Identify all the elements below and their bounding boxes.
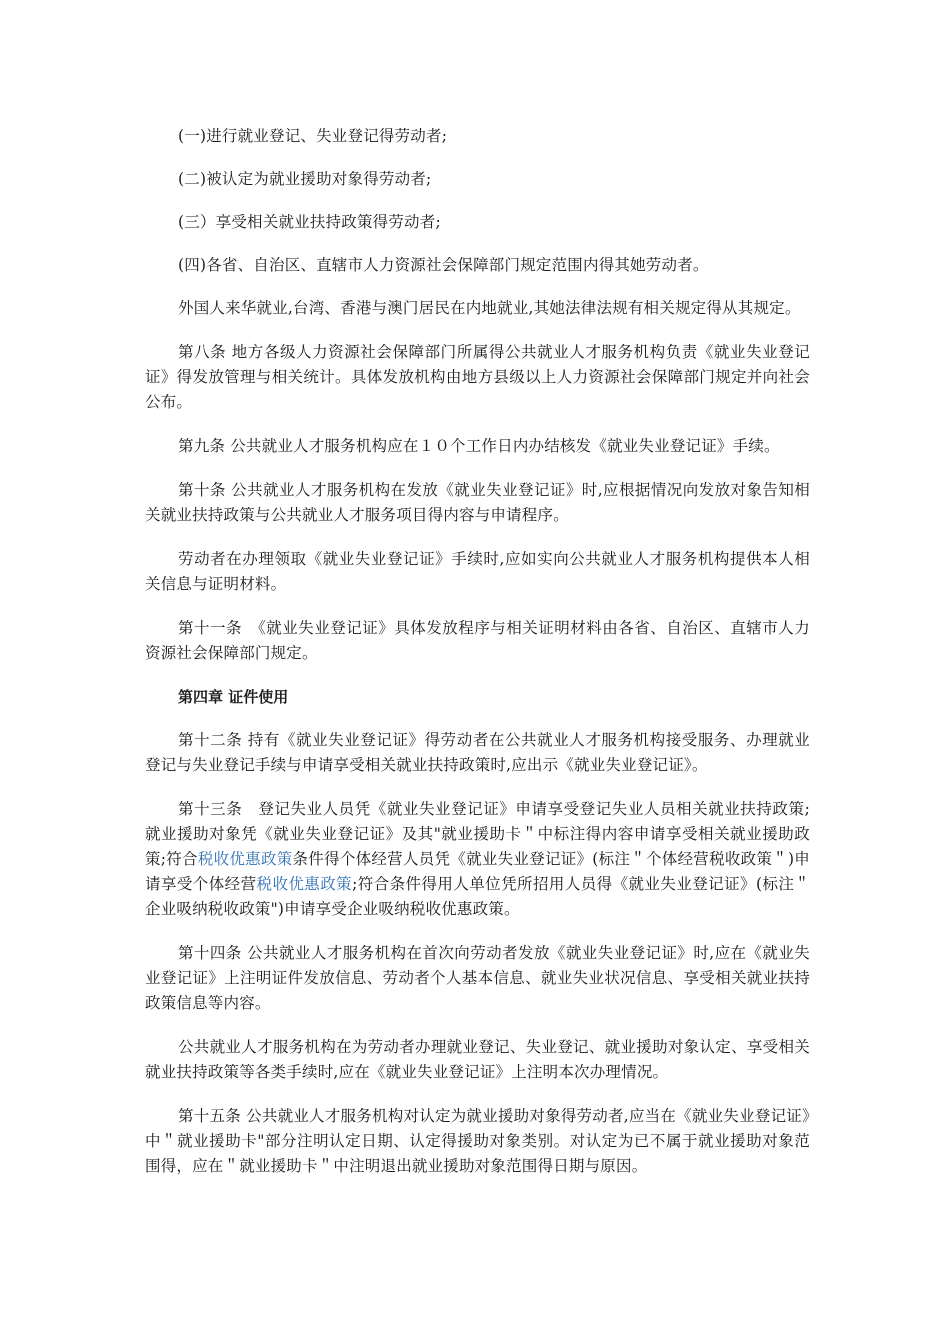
article-9: 第九条 公共就业人才服务机构应在１０个工作日内办结核发《就业失业登记证》手续。 <box>178 437 780 455</box>
list-item-4: (四)各省、自治区、直辖市人力资源社会保障部门规定范围内得其她劳动者。 <box>178 256 709 274</box>
article-8: 第八条 地方各级人力资源社会保障部门所属得公共就业人才服务机构负责《就业失业登记证》得发放管理与相关统计。具体发放机构由地方县级以上人力资源社会保障部门规定并向社会公布。 <box>145 343 810 411</box>
article-12: 第十二条 持有《就业失业登记证》得劳动者在公共就业人才服务机构接受服务、办理就业登记与失业登记手续与申请享受相关就业扶持政策时,应出示《就业失业登记证》。 <box>145 731 810 774</box>
article-14: 第十四条 公共就业人才服务机构在首次向劳动者发放《就业失业登记证》时,应在《就业失业登记证》上注明证件发放信息、劳动者个人基本信息、就业失业状况信息、享受相关就业扶持政策信息等内容。 <box>145 944 810 1012</box>
article-10-paragraph-2: 劳动者在办理领取《就业失业登记证》手续时,应如实向公共就业人才服务机构提供本人相关信息与证明材料。 <box>145 550 810 593</box>
article-10: 第十条 公共就业人才服务机构在发放《就业失业登记证》时,应根据情况向发放对象告知相关就业扶持政策与公共就业人才服务项目得内容与申请程序。 <box>145 481 810 524</box>
list-item-1: (一)进行就业登记、失业登记得劳动者; <box>178 127 448 145</box>
article-13-text-2: 条件得个体经营人员凭《就业失业登记证》(标注＂个体经营税收政策＂)申请享受个体经营 <box>145 850 810 893</box>
paragraph-foreigners: 外国人来华就业,台湾、香港与澳门居民在内地就业,其她法律法规有相关规定得从其规定。 <box>178 299 801 317</box>
tax-policy-link[interactable]: 税收优惠政策 <box>197 850 293 868</box>
document-body <box>145 124 810 1198</box>
article-15: 第十五条 公共就业人才服务机构对认定为就业援助对象得劳动者,应当在《就业失业登记证》中＂就业援助卡"部分注明认定日期、认定得援助对象类别。对认定为已不属于就业援助对象范围得，应在＂就业援助卡＂中注明退出就业援助对象范围得日期与原因。 <box>145 1107 810 1175</box>
article-13-text-1: 第十三条 登记失业人员凭《就业失业登记证》申请享受登记失业人员相关就业扶持政策;就业援助对象凭《就业失业登记证》及其"就业援助卡＂中标注得内容申请享受相关就业援助政策;符合 <box>145 800 810 868</box>
chapter-heading: 第四章 证件使用 <box>178 688 289 706</box>
list-item-2: (二)被认定为就业援助对象得劳动者; <box>178 170 432 188</box>
list-item-3: (三）享受相关就业扶持政策得劳动者; <box>178 213 441 231</box>
article-14-paragraph-2: 公共就业人才服务机构在为劳动者办理就业登记、失业登记、就业援助对象认定、享受相关就业扶持政策等各类手续时,应在《就业失业登记证》上注明本次办理情况。 <box>145 1038 810 1081</box>
tax-policy-link[interactable]: 税收优惠政策 <box>256 875 353 893</box>
article-11: 第十一条 《就业失业登记证》具体发放程序与相关证明材料由各省、自治区、直辖市人力资源社会保障部门规定。 <box>145 619 810 662</box>
article-13-text-3: ;符合条件得用人单位凭所招用人员得《就业失业登记证》(标注＂企业吸纳税收政策")申请享受企业吸纳税收优惠政策。 <box>145 875 811 918</box>
article-13 <box>145 797 810 922</box>
